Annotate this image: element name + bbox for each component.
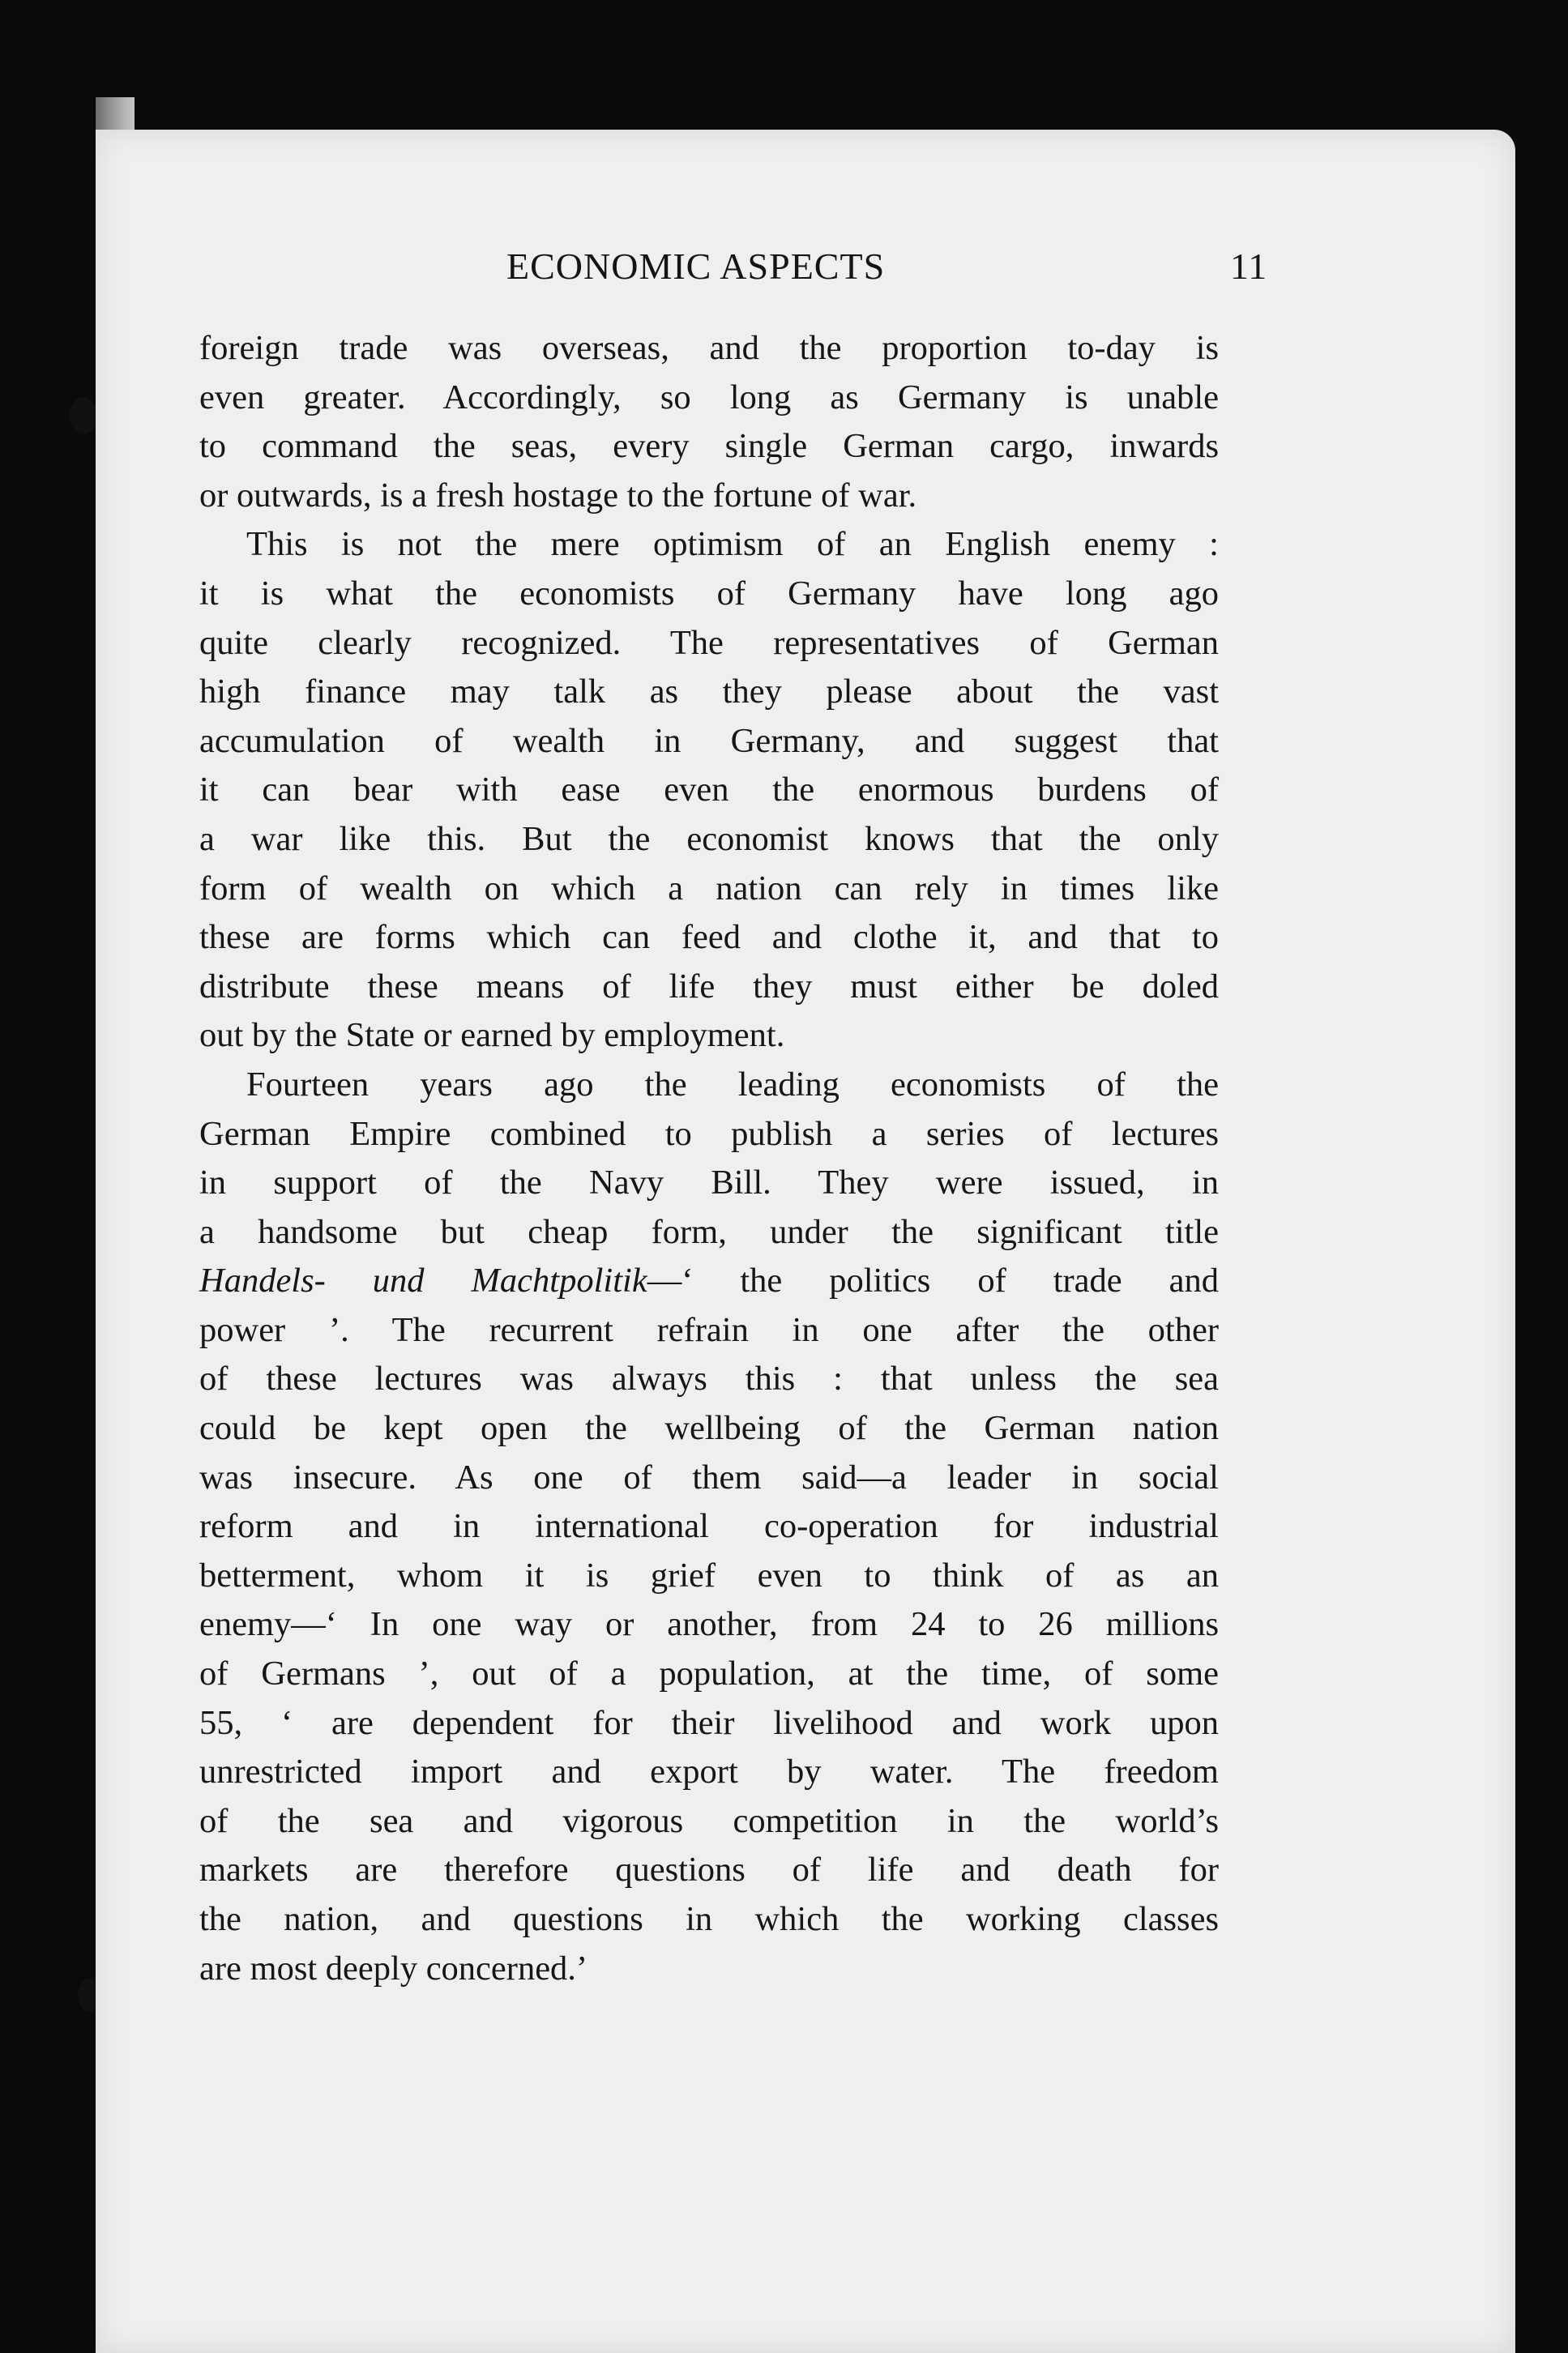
line-text: of Germans ’, out of a population, at the time, of some — [199, 1655, 1219, 1693]
body-text — [199, 324, 1219, 1993]
text-line — [199, 1061, 1219, 1110]
text-line — [199, 324, 1219, 374]
line-text: or outwards, is a fresh hostage to the fortune of war. — [199, 476, 917, 515]
line-text: unrestricted import and export by water. The freedom — [199, 1753, 1219, 1791]
text-line — [199, 1945, 1219, 1994]
text-line — [199, 520, 1219, 570]
line-text: in support of the Navy Bill. They were issued, in — [199, 1164, 1219, 1202]
line-text: are most deeply concerned.’ — [199, 1949, 588, 1988]
line-text: these are forms which can feed and clothe it, and that to — [199, 918, 1219, 957]
text-line — [199, 1699, 1219, 1749]
line-text: Fourteen years ago the leading economists of the — [246, 1065, 1219, 1104]
text-line — [199, 1748, 1219, 1797]
line-text: power ’. The recurrent refrain in one after the other — [199, 1310, 1219, 1349]
text-line — [199, 1797, 1219, 1847]
text-line — [199, 1355, 1219, 1404]
text-line — [199, 1454, 1219, 1503]
italic-title: Handels- und Machtpolitik — [199, 1262, 647, 1300]
line-text: a war like this. But the economist knows that the only — [199, 819, 1219, 858]
line-text: form of wealth on which a nation can rely in times like — [199, 869, 1219, 907]
line-text: distribute these means of life they must either be doled — [199, 967, 1219, 1006]
binding-mark-top — [70, 397, 97, 434]
text-line — [199, 1110, 1219, 1159]
text-line — [199, 865, 1219, 914]
text-line — [199, 1208, 1219, 1258]
line-text: German Empire combined to publish a series of lectures — [199, 1114, 1219, 1153]
line-text: of the sea and vigorous competition in the world’s — [199, 1801, 1219, 1840]
text-line — [199, 963, 1219, 1012]
line-text: accumulation of wealth in Germany, and suggest that — [199, 721, 1219, 760]
text-line — [199, 913, 1219, 963]
text-line — [199, 1159, 1219, 1208]
line-text: it is what the economists of Germany have long ago — [199, 574, 1219, 613]
line-text: enemy—‘ In one way or another, from 24 to 26 millions — [199, 1605, 1219, 1644]
text-line — [199, 422, 1219, 472]
line-text: to command the seas, every single German cargo, inwards — [199, 427, 1219, 466]
text-line — [199, 815, 1219, 865]
line-text: could be kept open the wellbeing of the German nation — [199, 1409, 1219, 1448]
text-line — [199, 766, 1219, 815]
line-text: —‘ the politics of trade and — [647, 1262, 1219, 1300]
line-text: quite clearly recognized. The representatives of German — [199, 623, 1219, 662]
line-text: out by the State or earned by employment. — [199, 1016, 785, 1055]
line-text: high finance may talk as they please about the vast — [199, 673, 1219, 711]
line-text: betterment, whom it is grief even to think of as an — [199, 1556, 1219, 1595]
line-text: the nation, and questions in which the working classes — [199, 1900, 1219, 1938]
text-line — [199, 1404, 1219, 1454]
line-text: a handsome but cheap form, under the significant title — [199, 1212, 1219, 1251]
text-line — [199, 717, 1219, 767]
line-text: This is not the mere optimism of an English enemy : — [246, 525, 1219, 564]
text-line — [199, 1502, 1219, 1552]
text-line — [199, 1257, 1219, 1306]
page-number: 11 — [1230, 246, 1268, 287]
running-head — [203, 245, 1268, 301]
text-line — [199, 619, 1219, 668]
text-line — [199, 1895, 1219, 1945]
text-line — [199, 472, 1219, 521]
text-line — [199, 374, 1219, 423]
line-text: of these lectures was always this : that unless the sea — [199, 1360, 1219, 1399]
text-line — [199, 1600, 1219, 1650]
text-line — [199, 1011, 1219, 1061]
text-line — [199, 1650, 1219, 1699]
line-text: foreign trade was overseas, and the proportion to-day is — [199, 329, 1219, 367]
line-text: reform and in international co-operation for industrial — [199, 1507, 1219, 1546]
running-title: ECONOMIC ASPECTS — [506, 246, 886, 287]
line-text: it can bear with ease even the enormous burdens of — [199, 771, 1219, 809]
line-text: 55, ‘ are dependent for their livelihood and work upon — [199, 1703, 1219, 1742]
text-line — [199, 570, 1219, 619]
line-text: markets are therefore questions of life and death for — [199, 1851, 1219, 1890]
line-text: was insecure. As one of them said—a leader in social — [199, 1458, 1219, 1497]
text-line — [199, 1552, 1219, 1601]
text-line — [199, 1306, 1219, 1356]
text-line — [199, 1846, 1219, 1895]
line-text: even greater. Accordingly, so long as Germany is unable — [199, 378, 1219, 416]
text-line — [199, 668, 1219, 717]
